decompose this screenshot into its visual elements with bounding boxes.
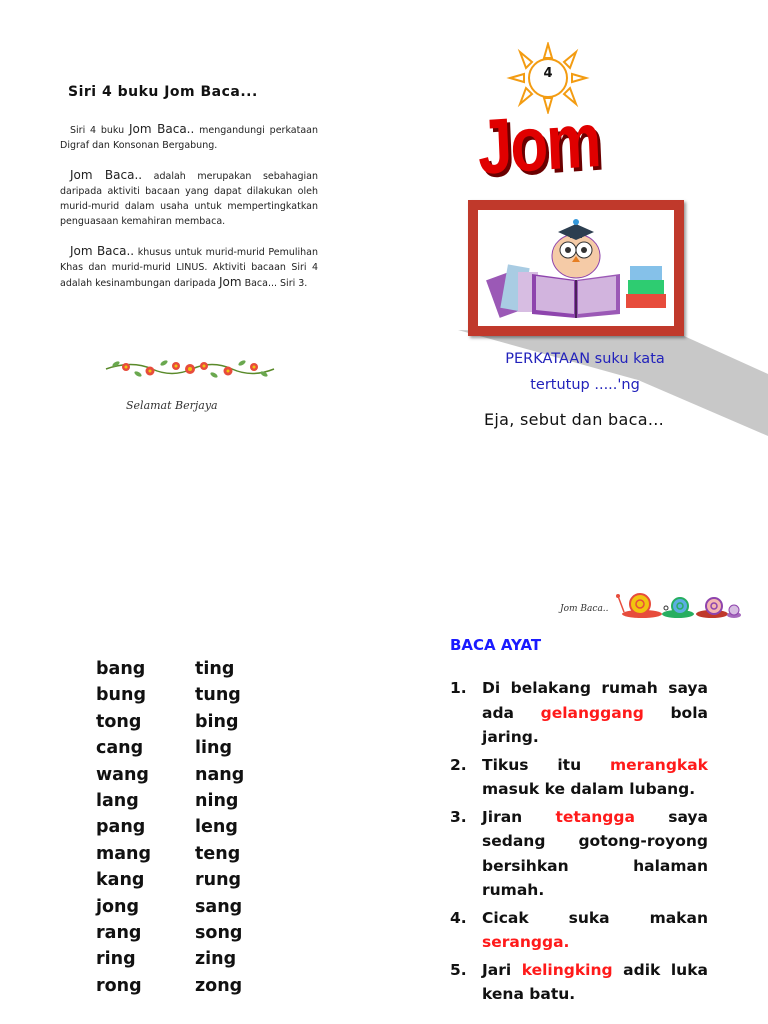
- series-number: 4: [543, 66, 553, 81]
- subtitle-line-1: PERKATAAN suku kata: [505, 351, 665, 367]
- word-item: rong: [96, 975, 142, 996]
- reading-owl-illustration: [478, 210, 674, 326]
- word-item: zing: [195, 949, 237, 970]
- p1-lead: Siri 4 buku: [70, 125, 129, 136]
- word-item: bang: [96, 659, 146, 679]
- p3-rest-1: khusus untuk murid-murid Pemulihan Khas dan murid-murid LINUS. Aktiviti bacaan Siri 4 adalah kesinambungan daripada: [60, 247, 318, 289]
- sentence-list: [450, 676, 708, 1010]
- word-item: leng: [195, 817, 238, 838]
- cover-subtitle: [470, 346, 700, 398]
- word-item: bing: [195, 711, 239, 732]
- word-item: teng: [195, 843, 241, 864]
- subtitle-line-2: tertutup .....'ng: [530, 377, 640, 393]
- word-item: mang: [96, 843, 152, 864]
- instruction-text: Eja, sebut dan baca...: [484, 410, 664, 429]
- word-column-2: [195, 656, 244, 999]
- word-item: ting: [195, 659, 235, 679]
- word-item: tung: [195, 685, 241, 706]
- word-item: cang: [96, 738, 144, 759]
- sentence-number: 1.: [450, 679, 467, 697]
- word-item: pang: [96, 817, 146, 838]
- p1-rest: mengandungi perkataan Digraf dan Konsonan Bergabung.: [60, 125, 318, 151]
- word-column-1: [96, 656, 151, 999]
- p3-rest-2: Baca... Siri 3.: [241, 278, 308, 289]
- sentence-text: bola jaring.: [482, 703, 708, 746]
- p2-rest: adalah merupakan sebahagian daripada aktiviti bacaan yang dapat dilakukan oleh murid-murid dalam usaha untuk mempertingkatkan penguasaan kemahiran membaca.: [60, 171, 318, 227]
- sentence-text: saya sedang gotong-royong bersihkan halaman rumah.: [482, 807, 708, 899]
- word-item: song: [195, 922, 243, 943]
- p1-brand: Jom Baca..: [128, 122, 195, 136]
- closing-text: Selamat Berjaya: [126, 399, 218, 412]
- word-item: zong: [195, 975, 243, 996]
- sentence-number: 5.: [450, 960, 467, 979]
- footer-label: Jom Baca..: [560, 604, 609, 614]
- sentence-text: Jiran: [482, 807, 556, 826]
- word-item: bung: [96, 685, 146, 706]
- sentence-item: [450, 805, 708, 903]
- word-item: kang: [96, 870, 145, 891]
- highlighted-word: serangga.: [482, 933, 570, 951]
- sentence-text: Tikus itu: [482, 755, 611, 774]
- highlighted-word: kelingking: [521, 960, 613, 979]
- word-item: sang: [195, 896, 243, 917]
- cover-illustration-frame: [468, 200, 684, 336]
- word-item: lang: [96, 790, 139, 811]
- sentence-item: [450, 906, 708, 955]
- word-item: ling: [195, 738, 232, 759]
- sentence-item: [450, 676, 708, 750]
- p3-brand: Jom Baca..: [70, 244, 135, 258]
- word-item: rung: [195, 870, 242, 891]
- sentence-text: Jari: [482, 960, 522, 979]
- intro-paragraph-3: [60, 244, 318, 291]
- sentence-text: adik luka kena batu.: [482, 960, 708, 1003]
- word-item: ring: [96, 949, 136, 970]
- sentence-text: Cicak suka makan: [482, 908, 708, 927]
- p3-brand-2: Jom: [218, 275, 242, 289]
- word-item: jong: [96, 896, 140, 917]
- sentence-item: [450, 753, 708, 802]
- sentence-number: 3.: [450, 807, 467, 826]
- word-item: tong: [96, 711, 142, 732]
- highlighted-word: tetangga: [555, 807, 635, 826]
- word-item: ning: [195, 790, 239, 811]
- highlighted-word: gelanggang: [540, 703, 644, 722]
- intro-paragraph-2: [60, 168, 318, 229]
- sentence-text: masuk ke dalam lubang.: [482, 780, 696, 798]
- intro-paragraph-1: [60, 122, 318, 153]
- reading-section-title: BACA AYAT: [450, 636, 542, 654]
- snails-decoration: [616, 586, 742, 620]
- word-item: wang: [96, 764, 149, 785]
- p2-brand: Jom Baca..: [70, 168, 143, 182]
- sentence-number: 4.: [450, 908, 467, 927]
- word-item: rang: [96, 922, 142, 943]
- intro-title: Siri 4 buku Jom Baca...: [68, 84, 258, 100]
- cover-title: Jom: [476, 97, 601, 192]
- flower-border-decoration: [102, 352, 278, 386]
- sentence-text: Di belakang rumah saya ada: [482, 679, 708, 722]
- sentence-item: [450, 958, 708, 1007]
- sentence-number: 2.: [450, 755, 467, 774]
- highlighted-word: merangkak: [610, 755, 708, 774]
- word-item: nang: [195, 764, 245, 785]
